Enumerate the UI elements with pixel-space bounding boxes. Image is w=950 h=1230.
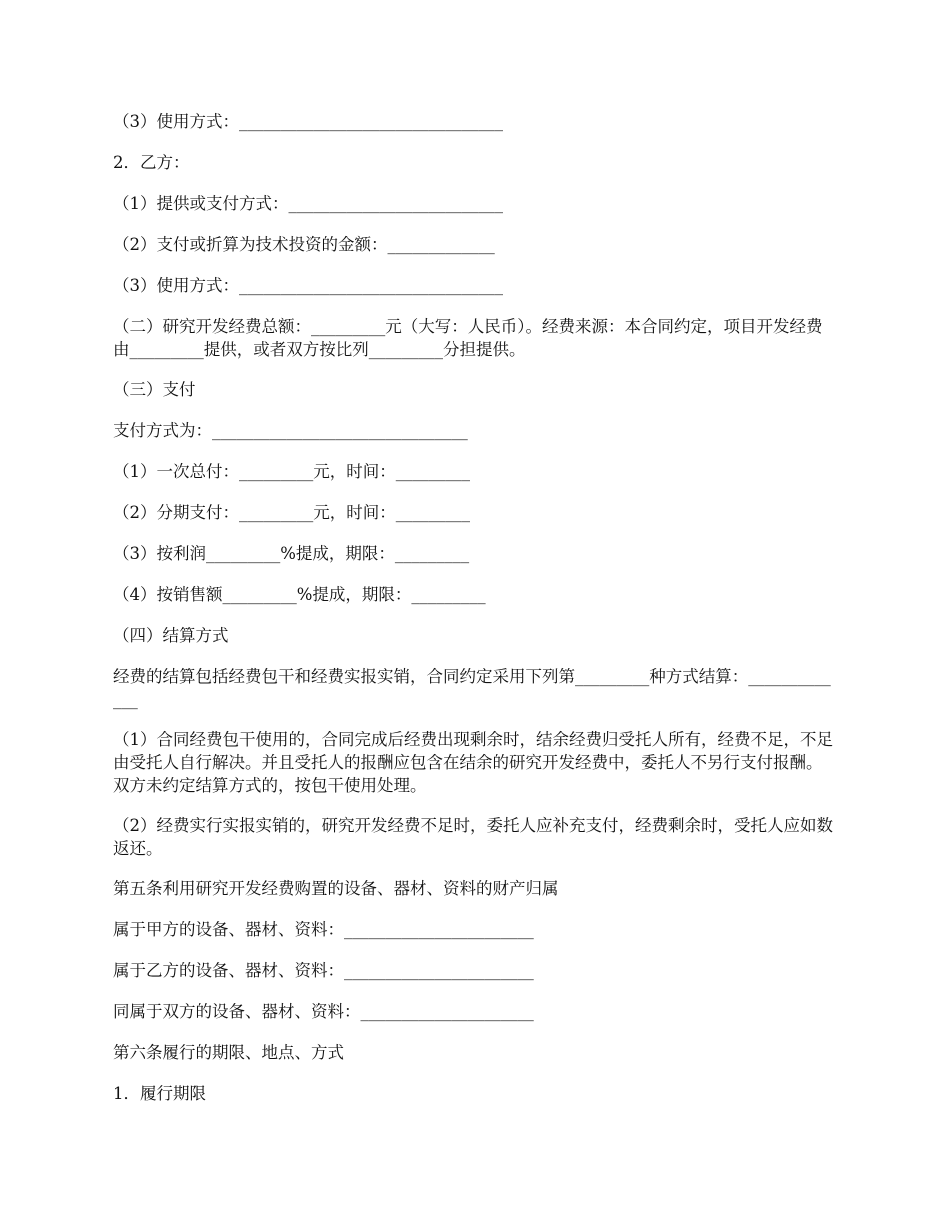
paragraph-party-b-heading: 2．乙方： [113,153,190,172]
paragraph-payment-method: 支付方式为：_______________________________ [113,421,468,440]
paragraph-lump-sum-settlement: （1）合同经费包干使用的，合同完成后经费出现剩余时，结余经费归受托人所有，经费不足，不足由受托人自行解决。并且受托人的报酬应包含在结余的研究开发经费中，委托人不另行支付报酬。双方未约定结算方式的，按包干使用处理。 [113,730,833,795]
paragraph-performance-period: 1．履行期限 [113,1084,206,1103]
paragraph-installments: （2）分期支付：_________元，时间：_________ [113,503,470,522]
paragraph-actual-reimbursement: （2）经费实行实报实销的，研究开发经费不足时，委托人应补充支付，经费剩余时，受托人应如数返还。 [113,816,833,858]
paragraph-joint-property: 同属于双方的设备、器材、资料：_____________________ [113,1002,534,1021]
paragraph-settlement-choice: 经费的结算包括经费包干和经费实报实销，合同约定采用下列第_________种方式结算：_____________ [113,667,831,709]
paragraph-lump-sum: （1）一次总付：_________元，时间：_________ [113,462,470,481]
paragraph-payment-heading: （三）支付 [113,380,196,399]
paragraph-settlement-heading: （四）结算方式 [113,626,229,645]
document-page [113,110,837,1123]
paragraph-usage-method-b: （3）使用方式：________________________________ [113,276,503,295]
paragraph-article-five: 第五条利用研究开发经费购置的设备、器材、资料的财产归属 [113,879,559,898]
paragraph-usage-method-a: （3）使用方式：________________________________ [113,112,503,131]
paragraph-provision-method: （1）提供或支付方式：__________________________ [113,194,503,213]
paragraph-investment-amount: （2）支付或折算为技术投资的金额：_____________ [113,235,495,254]
paragraph-profit-share: （3）按利润_________%提成，期限：_________ [113,544,470,563]
paragraph-party-b-property: 属于乙方的设备、器材、资料：_______________________ [113,961,534,980]
paragraph-sales-share: （4）按销售额_________%提成，期限：_________ [113,585,486,604]
paragraph-article-six: 第六条履行的期限、地点、方式 [113,1043,344,1062]
paragraph-total-funding: （二）研究开发经费总额：_________元（大写：人民币）。经费来源：本合同约定，项目开发经费由_________提供，或者双方按比列_________分担提供。 [113,317,823,359]
paragraph-party-a-property: 属于甲方的设备、器材、资料：_______________________ [113,920,534,939]
